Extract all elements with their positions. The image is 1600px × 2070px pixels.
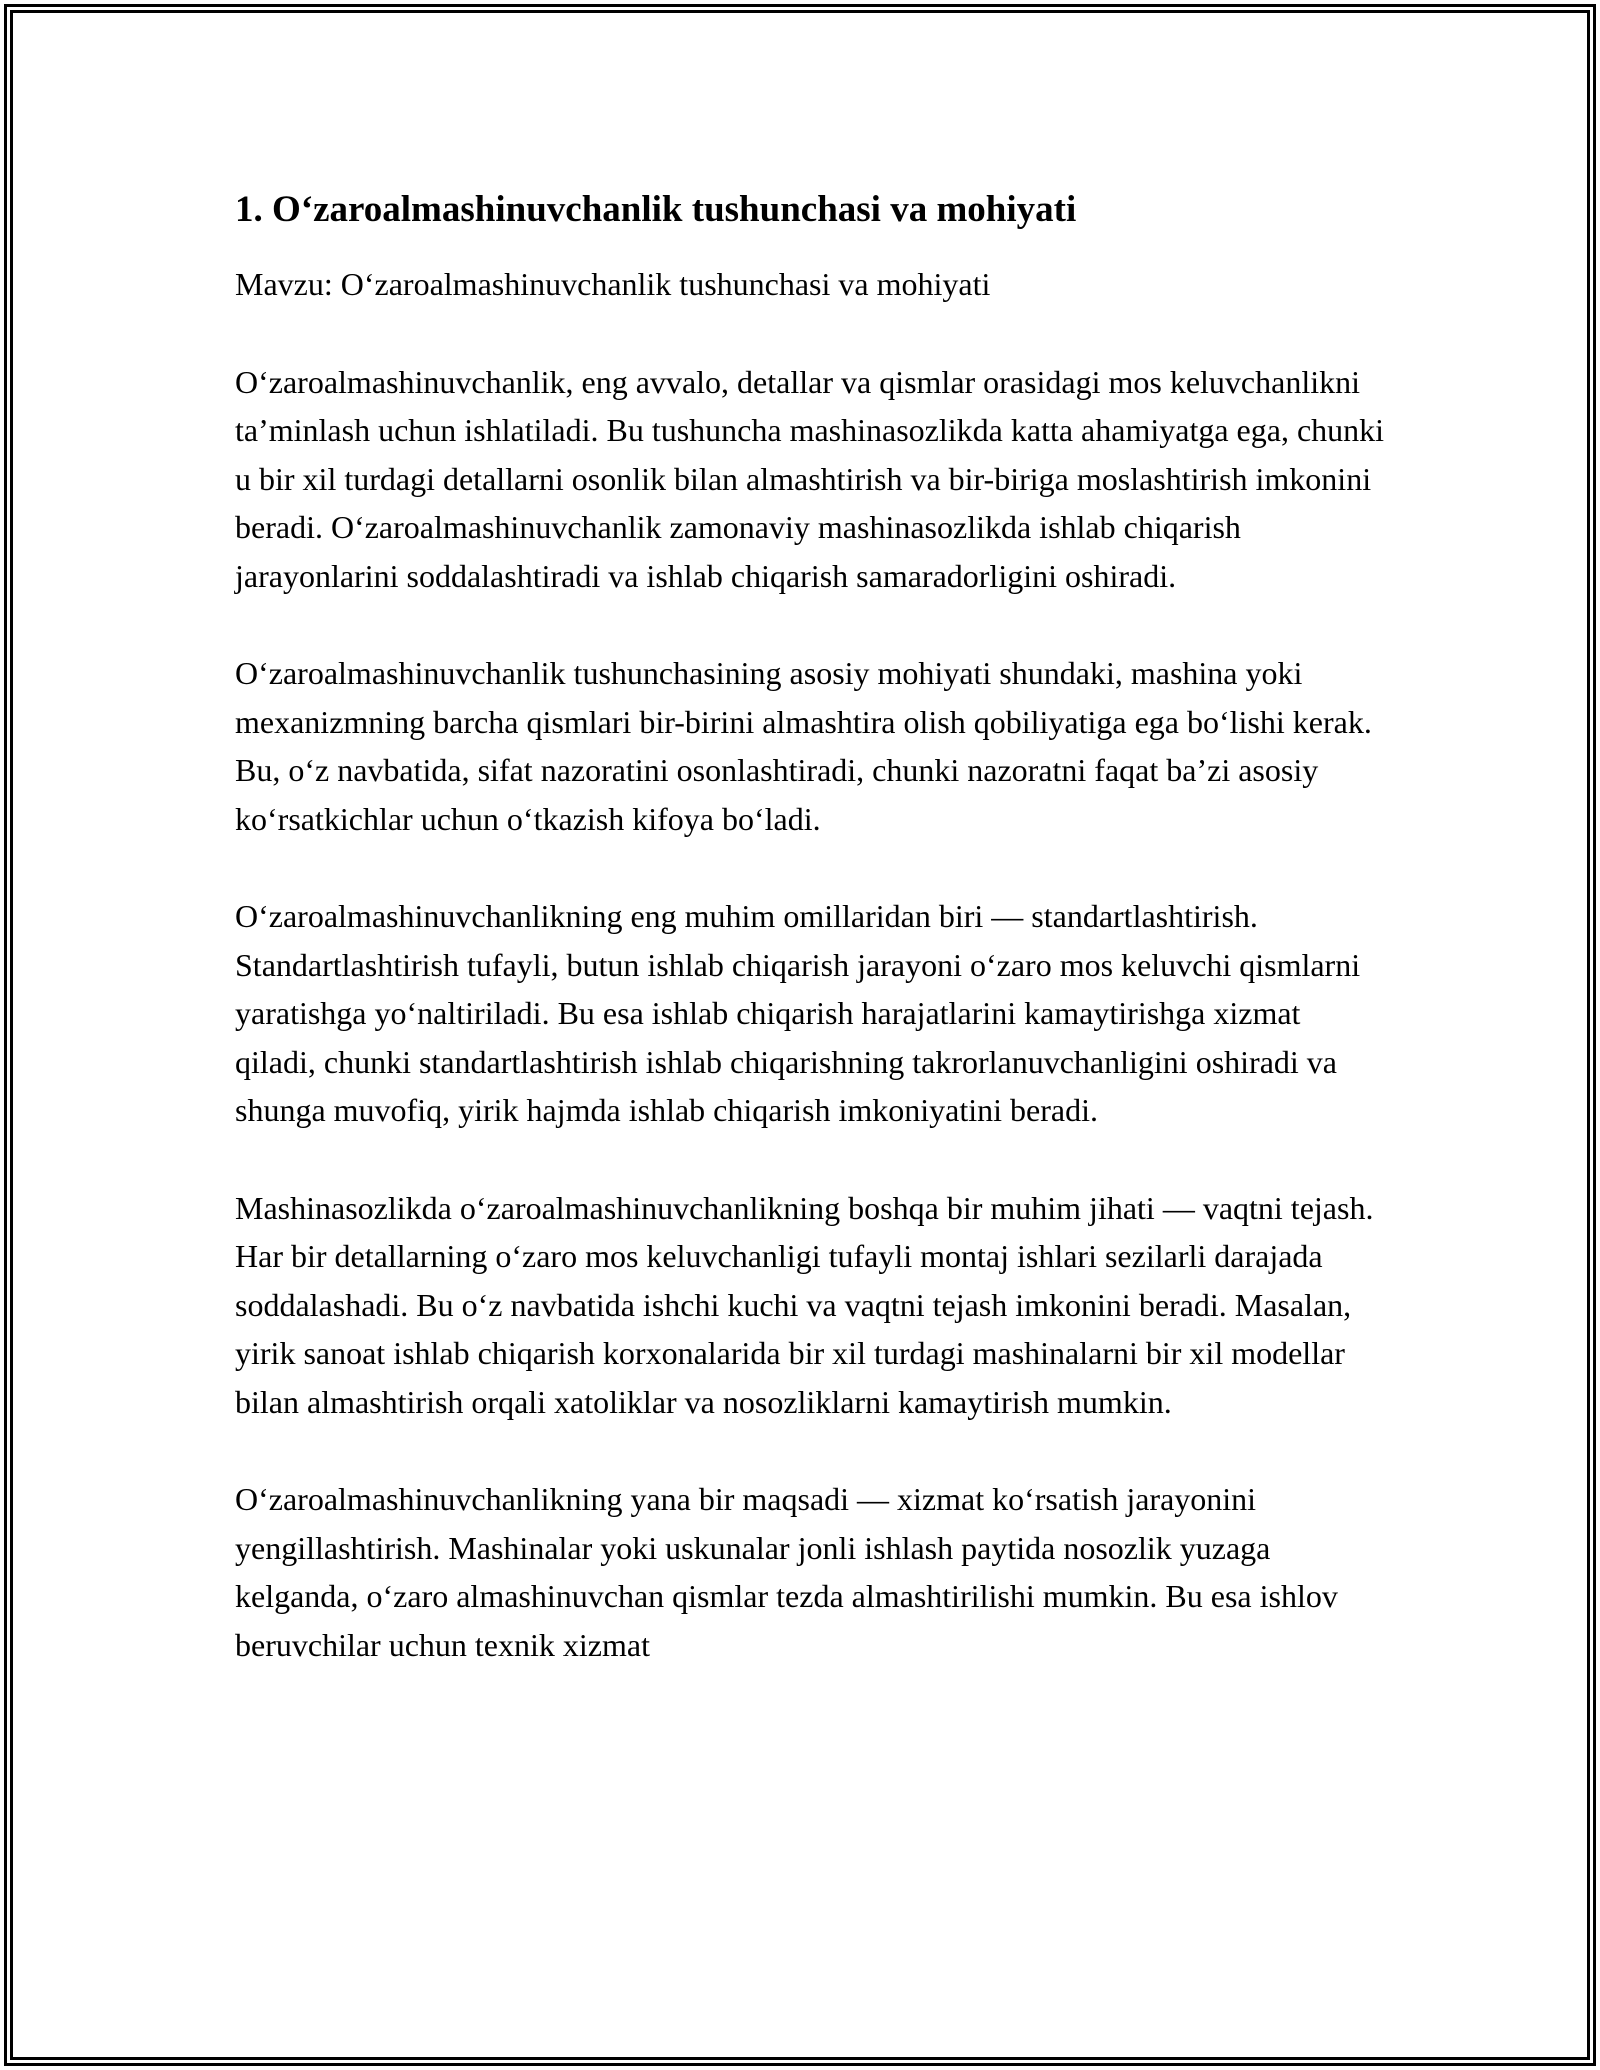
- paragraph-3: O‘zaroalmashinuvchanlikning eng muhim omillaridan biri — standartlashtirish. Standartlashtirish tufayli, butun ishlab chiqarish jarayoni o‘zaro mos keluvchi qismlarni yaratishga yo‘naltiriladi. Bu esa ishlab chiqarish harajatlarini kamaytirishga xizmat qiladi, chunki standartlashtirish ishlab chiqarishning takrorlanuvchanligini oshiradi va shunga muvofiq, yirik hajmda ishlab chiqarish imkoniyatini beradi.: [235, 898, 1361, 1128]
- document-body: [235, 186, 1385, 1718]
- paragraph-4: Mashinasozlikda o‘zaroalmashinuvchanlikning boshqa bir muhim jihati — vaqtni tejash. Har bir detallarning o‘zaro mos keluvchanligi tufayli montaj ishlari sezilarli darajada soddalashadi. Bu o‘z navbatida ishchi kuchi va vaqtni tejash imkonini beradi. Masalan, yirik sanoat ishlab chiqarish korxonalarida bir xil turdagi mashinalarni bir xil modellar bilan almashtirish orqali xatoliklar va nosozliklarni kamaytirish mumkin.: [235, 1189, 1374, 1420]
- subject-line: Mavzu: O‘zaroalmashinuvchanlik tushunchasi va mohiyati: [235, 266, 991, 302]
- paragraph-1: O‘zaroalmashinuvchanlik, eng avvalo, detallar va qismlar orasidagi mos keluvchanlikni ta’minlash uchun ishlatiladi. Bu tushuncha mashinasozlikda katta ahamiyatga ega, chunki u bir xil turdagi detallarni osonlik bilan almashtirish va bir-biriga moslashtirish imkonini beradi. O‘zaroalmashinuvchanlik zamonaviy mashinasozlikda ishlab chiqarish jarayonlarini soddalashtiradi va ishlab chiqarish samaradorligini oshiradi.: [235, 363, 1385, 594]
- section-heading: 1. O‘zaroalmashinuvchanlik tushunchasi va mohiyati: [235, 189, 1077, 230]
- paragraph-2: O‘zaroalmashinuvchanlik tushunchasining asosiy mohiyati shundaki, mashina yoki mexanizmning barcha qismlari bir-birini almashtira olish qobiliyatiga ega bo‘lishi kerak. Bu, o‘z navbatida, sifat nazoratini osonlashtiradi, chunki nazoratni faqat ba’zi asosiy ko‘rsatkichlar uchun o‘tkazish kifoya bo‘ladi.: [235, 655, 1372, 837]
- paragraph-5: O‘zaroalmashinuvchanlikning yana bir maqsadi — xizmat ko‘rsatish jarayonini yengillashtirish. Mashinalar yoki uskunalar jonli ishlash paytida nosozlik yuzaga kelganda, o‘zaro almashinuvchan qismlar tezda almashtirilishi mumkin. Bu esa ishlov beruvchilar uchun texnik xizmat: [235, 1481, 1338, 1663]
